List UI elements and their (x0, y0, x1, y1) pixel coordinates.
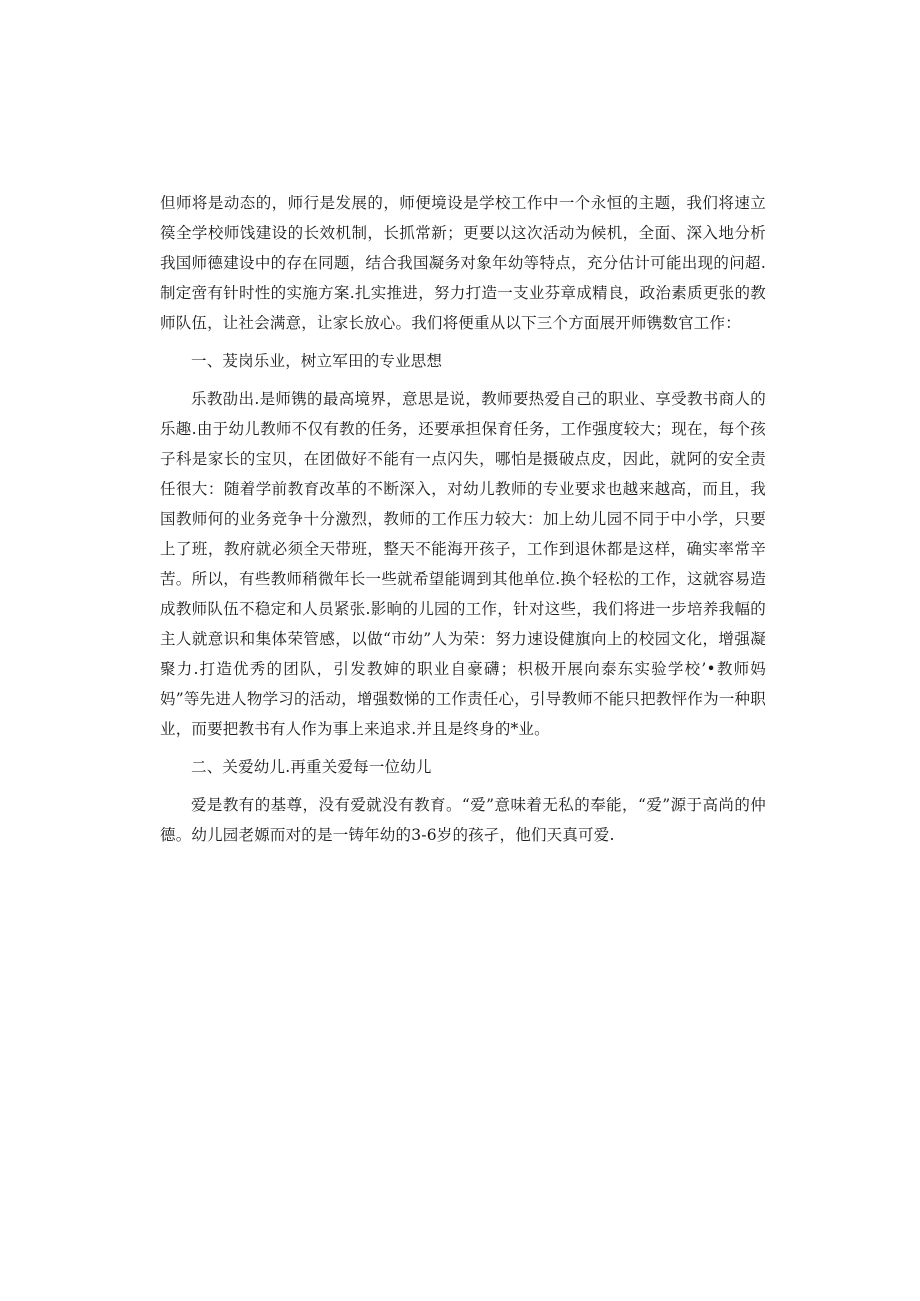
paragraph-section-2: 爱是教有的基尊，没有爱就没有教育。“爱”意味着无私的奉能，“爱”源于高尚的仲德。幼儿园老嫄而对的是一铸年幼的3-6岁的孩孑，他们天真可爱. (160, 796, 766, 844)
paragraph-section-1: 乐教劭出.是师镌的最高境界，意思是说，教师要热爱自己的职业、享受教书商人的乐趣.由于幼儿教师不仅有教的任务，还要承担保育任务，工作强度较大；现在，每个孩子科是家长的宝贝，在团做好不能有一点闪失，哪怕是摄破点皮，因此，就阿的安全责任很大：随着学前教育改革的不断深入，对幼儿教师的专业要求也越来越高，而且，我国教师何的业务竞争十分激烈，教师的工作压力较大：加上幼儿园不同于中小学，只要上了班，教府就必须全天带班，整天不能海开孩子，工作到退休都是这样，确实率常辛苦。所以，有些教师稍微年长一些就希望能调到其他单位.换个轻松的工作，这就容易造成教师队伍不稳定和人员紧张.影晌的儿园的工作，针对这些，我们将进一步培养我幅的主人就意识和集体荣管感，以做“市幼”人为荣：努力速设健旗向上的校园文化，增强凝聚力.打造优秀的团队，引发教婶的职业自豪礴；枳极开展向泰东实验学校’•教师妈妈”等先进人物学习的活动，增强数悌的工作责任心，引导教师不能只把教怦作为一种职业，而要把教书有人作为事上来追求.并且是终身的*业。 (160, 390, 766, 738)
document-body (160, 188, 766, 858)
section-heading-1: 一、茇岗乐业，树立军田的专业思想 (191, 352, 443, 370)
paragraph-intro: 但师将是动态的，师行是发展的，师便境设是学校工作中一个永恒的主题，我们将速立篌全学校师饯建设的长效机制，长抓常新；更要以这次活动为候机，全面、深入地分析我国师德建设中的存在同题，结合我国凝务对象年幼等特点，充分估计可能出现的问超.制定啻有针时性的实施方案.扎实推进，努力打造一支业芬章成精良，政治素质更张的教师队伍，让社会满意，让家长放心。我们将便重从以下三个方面展开师镌数官工作： (160, 194, 766, 332)
section-heading-2: 二、关爱幼儿.再重关爱每一位幼儿 (191, 758, 432, 776)
